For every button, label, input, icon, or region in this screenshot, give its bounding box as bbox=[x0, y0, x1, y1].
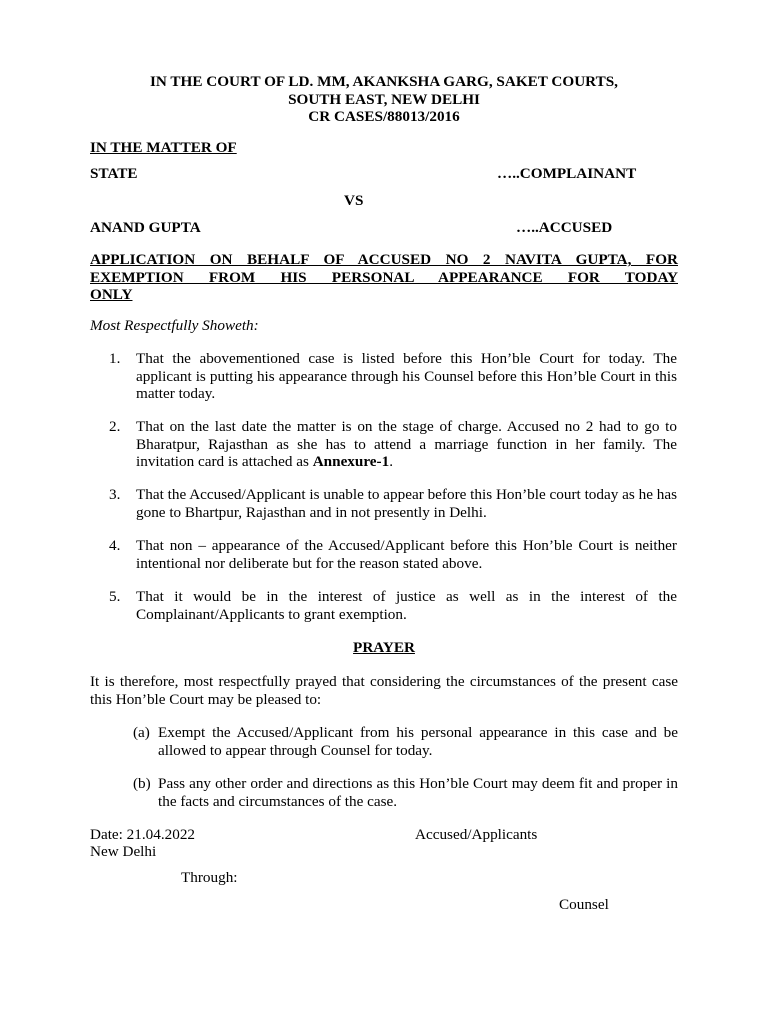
court-header-line-2: SOUTH EAST, NEW DELHI bbox=[288, 90, 480, 108]
prayer-heading: PRAYER bbox=[353, 639, 415, 656]
date-line: Date: 21.04.2022 bbox=[90, 826, 196, 843]
matter-heading: IN THE MATTER OF bbox=[90, 139, 237, 156]
prayer-item-text: Exempt the Accused/Applicant from his personal appearance in this case and be allowed to appear through Counsel for today. bbox=[158, 724, 678, 759]
prayer-item-b bbox=[133, 775, 678, 810]
paragraph-1 bbox=[109, 350, 677, 403]
counsel-label: Counsel bbox=[559, 896, 609, 913]
party-accused-name: ANAND GUPTA bbox=[90, 219, 201, 236]
paragraph-4 bbox=[109, 537, 677, 572]
complainant-label: …..COMPLAINANT bbox=[497, 165, 637, 182]
paragraph-number: 3. bbox=[109, 486, 121, 503]
prayer-intro: It is therefore, most respectfully prayed that considering the circumstances of the present case this Hon’ble Court may be pleased to: bbox=[90, 673, 678, 708]
case-number: CR CASES/88013/2016 bbox=[308, 108, 460, 125]
paragraph-text: That non – appearance of the Accused/Applicant before this Hon’ble Court is neither intentional nor deliberate but for the reason stated above. bbox=[136, 537, 677, 572]
paragraph-5 bbox=[109, 588, 677, 623]
annexure-reference: Annexure-1 bbox=[312, 453, 390, 470]
paragraph-2 bbox=[109, 418, 677, 471]
paragraph-text-main: That on the last date the matter is on the stage of charge. Accused no 2 had to go to Bharatpur, Rajasthan as she has to attend a marriage function in her family. The invitation card is attached as bbox=[136, 418, 677, 470]
paragraph-number: 4. bbox=[109, 537, 121, 554]
application-title-line-2: EXEMPTION FROM HIS PERSONAL APPEARANCE FOR TODAY bbox=[90, 268, 678, 286]
paragraph-text: That the abovementioned case is listed before this Hon’ble Court for today. The applicant is putting his appearance through his Counsel before this Hon’ble Court in this matter today. bbox=[136, 350, 677, 402]
paragraph-text: That it would be in the interest of justice as well as in the interest of the Complainant/Applicants to grant exemption. bbox=[136, 588, 677, 623]
application-title-line-1: APPLICATION ON BEHALF OF ACCUSED NO 2 NAVITA GUPTA, FOR bbox=[90, 251, 678, 268]
paragraph-text-end: . bbox=[389, 453, 394, 470]
prayer-item-a bbox=[133, 724, 678, 759]
paragraph-text: That the Accused/Applicant is unable to appear before this Hon’ble court today as he has gone to Bhartpur, Rajasthan and in not presently in Delhi. bbox=[136, 486, 677, 521]
signatory-label: Accused/Applicants bbox=[415, 826, 538, 843]
versus-label: VS bbox=[344, 192, 364, 209]
application-title bbox=[90, 251, 678, 304]
prayer-item-label: (b) bbox=[133, 775, 151, 792]
paragraph-text bbox=[136, 418, 677, 471]
paragraph-number: 5. bbox=[109, 588, 121, 605]
paragraph-3 bbox=[109, 486, 677, 521]
court-header bbox=[0, 73, 768, 126]
prayer-item-label: (a) bbox=[133, 724, 150, 741]
through-label: Through: bbox=[181, 869, 238, 886]
showeth-line: Most Respectfully Showeth: bbox=[90, 317, 259, 334]
application-title-line-3: ONLY bbox=[90, 286, 133, 303]
accused-label: …..ACCUSED bbox=[516, 219, 613, 236]
paragraph-number: 2. bbox=[109, 418, 121, 435]
court-header-line-1: IN THE COURT OF LD. MM, AKANKSHA GARG, SAKET COURTS, bbox=[150, 73, 618, 90]
paragraph-number: 1. bbox=[109, 350, 121, 367]
party-state: STATE bbox=[90, 165, 138, 182]
prayer-item-text: Pass any other order and directions as this Hon’ble Court may deem fit and proper in the facts and circumstances of the case. bbox=[158, 775, 678, 810]
place-line: New Delhi bbox=[90, 843, 157, 860]
